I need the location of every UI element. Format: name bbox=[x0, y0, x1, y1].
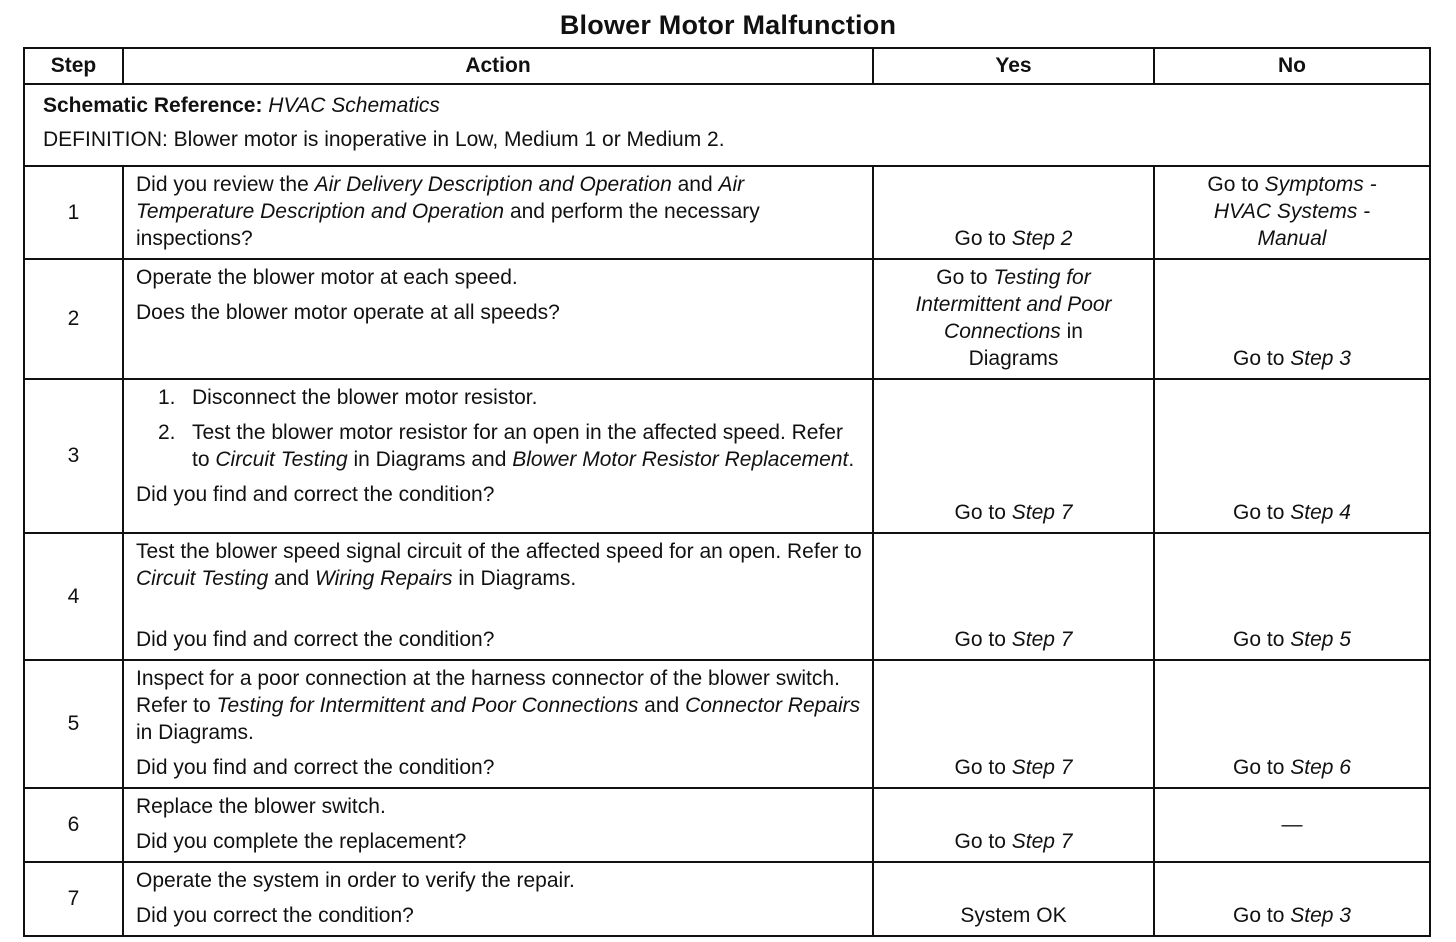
action-question: Did you find and correct the condition? bbox=[136, 628, 495, 651]
table-row bbox=[24, 660, 1430, 788]
no-text: Go to bbox=[1207, 173, 1265, 196]
doc-link[interactable]: Connector Repairs bbox=[685, 694, 861, 717]
header-step: Step bbox=[24, 48, 123, 84]
action-cell bbox=[123, 166, 873, 259]
action-text: and bbox=[638, 694, 686, 717]
step-number: 6 bbox=[24, 788, 123, 862]
action-text: Did you review the bbox=[136, 173, 315, 196]
no-link[interactable]: Step 6 bbox=[1290, 756, 1351, 779]
yes-link[interactable]: Step 7 bbox=[1011, 756, 1073, 779]
header-yes: Yes bbox=[873, 48, 1154, 84]
schematic-reference-link[interactable]: HVAC Schematics bbox=[268, 94, 440, 117]
no-dash: — bbox=[1281, 812, 1303, 836]
step-number: 5 bbox=[24, 660, 123, 788]
action-text: Replace the blower switch. bbox=[136, 795, 386, 818]
yes-text: Go to bbox=[954, 501, 1012, 524]
list-text: Disconnect the blower motor resistor. bbox=[192, 386, 538, 409]
reference-row bbox=[24, 84, 1430, 166]
doc-link[interactable]: Testing for Intermittent and Poor Connections bbox=[216, 694, 639, 717]
action-cell bbox=[123, 533, 873, 660]
table-row bbox=[24, 379, 1430, 533]
yes-cell bbox=[873, 166, 1154, 259]
list-number: 2. bbox=[158, 421, 176, 444]
action-text: Inspect for a poor connection at the harness connector of the blower switch. Refer to bbox=[136, 667, 840, 717]
action-cell bbox=[123, 660, 873, 788]
yes-text: Go to bbox=[954, 830, 1012, 853]
action-text: in Diagrams. bbox=[136, 721, 254, 744]
step-number: 1 bbox=[24, 166, 123, 259]
doc-link[interactable]: Blower Motor Resistor Replacement bbox=[512, 448, 849, 471]
definition-text: DEFINITION: Blower motor is inoperative in Low, Medium 1 or Medium 2. bbox=[43, 128, 725, 151]
no-link[interactable]: Step 4 bbox=[1290, 501, 1351, 524]
action-cell bbox=[123, 788, 873, 862]
list-item bbox=[136, 384, 862, 411]
action-question: Did you complete the replacement? bbox=[136, 830, 467, 853]
no-cell bbox=[1154, 788, 1430, 862]
yes-cell bbox=[873, 533, 1154, 660]
doc-link[interactable]: Air Delivery Description and Operation bbox=[314, 173, 672, 196]
action-question: Did you find and correct the condition? bbox=[136, 483, 495, 506]
no-text: Go to bbox=[1233, 628, 1291, 651]
step-number: 2 bbox=[24, 259, 123, 379]
list-text: in Diagrams and bbox=[347, 448, 513, 471]
action-text: in Diagrams. bbox=[452, 567, 577, 590]
list-item bbox=[136, 419, 862, 473]
yes-link[interactable]: Step 7 bbox=[1011, 628, 1073, 651]
action-question: Does the blower motor operate at all speeds? bbox=[136, 301, 560, 324]
no-link[interactable]: Symptoms - HVAC Systems - Manual bbox=[1213, 173, 1377, 250]
no-cell bbox=[1154, 533, 1430, 660]
no-text: Go to bbox=[1233, 347, 1291, 370]
action-text: Test the blower speed signal circuit of the affected speed for an open. Refer to bbox=[136, 540, 862, 563]
action-cell bbox=[123, 862, 873, 936]
no-link[interactable]: Step 5 bbox=[1290, 628, 1351, 651]
table-row bbox=[24, 533, 1430, 660]
action-cell bbox=[123, 259, 873, 379]
yes-link[interactable]: Step 7 bbox=[1011, 830, 1073, 853]
list-number: 1. bbox=[158, 386, 176, 409]
yes-text: Go to bbox=[954, 628, 1012, 651]
yes-link[interactable]: Step 7 bbox=[1011, 501, 1073, 524]
yes-cell bbox=[873, 862, 1154, 936]
yes-link[interactable]: Testing for Intermittent and Poor Connections bbox=[915, 266, 1112, 343]
yes-text: Go to bbox=[954, 756, 1012, 779]
header-action: Action bbox=[123, 48, 873, 84]
action-question: Did you correct the condition? bbox=[136, 904, 414, 927]
header-row bbox=[24, 48, 1430, 84]
no-link[interactable]: Step 3 bbox=[1290, 347, 1351, 370]
header-no: No bbox=[1154, 48, 1430, 84]
step-number: 7 bbox=[24, 862, 123, 936]
table-row bbox=[24, 166, 1430, 259]
no-cell bbox=[1154, 259, 1430, 379]
doc-link[interactable]: Circuit Testing bbox=[136, 567, 269, 590]
yes-cell bbox=[873, 259, 1154, 379]
action-text: Operate the system in order to verify the repair. bbox=[136, 869, 575, 892]
step-number: 3 bbox=[24, 379, 123, 533]
schematic-reference-label: Schematic Reference: bbox=[43, 94, 263, 117]
yes-text: Go to bbox=[936, 266, 994, 289]
action-text: and bbox=[671, 173, 719, 196]
list-text: . bbox=[848, 448, 855, 471]
doc-link[interactable]: Wiring Repairs bbox=[315, 567, 453, 590]
yes-cell bbox=[873, 788, 1154, 862]
yes-cell bbox=[873, 660, 1154, 788]
list-text: Test the blower motor resistor for an open in the affected speed. Refer to bbox=[192, 421, 843, 471]
action-text: Operate the blower motor at each speed. bbox=[136, 266, 518, 289]
yes-text: System OK bbox=[960, 904, 1067, 927]
table-row bbox=[24, 788, 1430, 862]
no-text: Go to bbox=[1233, 501, 1291, 524]
action-text: and perform the necessary inspections? bbox=[136, 200, 760, 250]
numbered-list bbox=[136, 384, 862, 473]
doc-link[interactable]: Air Temperature Description and Operation bbox=[136, 173, 745, 223]
no-cell bbox=[1154, 379, 1430, 533]
reference-cell bbox=[24, 84, 1430, 166]
no-text: Go to bbox=[1233, 756, 1291, 779]
page-title: Blower Motor Malfunction bbox=[559, 10, 897, 40]
no-text: Go to bbox=[1233, 904, 1291, 927]
no-cell bbox=[1154, 660, 1430, 788]
table-row bbox=[24, 259, 1430, 379]
yes-link[interactable]: Step 2 bbox=[1011, 227, 1073, 250]
no-cell bbox=[1154, 862, 1430, 936]
table-row bbox=[24, 862, 1430, 936]
yes-text: Go to bbox=[954, 227, 1012, 250]
action-cell bbox=[123, 379, 873, 533]
diagnostic-table bbox=[23, 47, 1431, 937]
no-cell bbox=[1154, 166, 1430, 259]
action-question: Did you find and correct the condition? bbox=[136, 756, 495, 779]
yes-text: in Diagrams bbox=[968, 320, 1083, 370]
doc-link[interactable]: Circuit Testing bbox=[215, 448, 348, 471]
step-number: 4 bbox=[24, 533, 123, 660]
yes-cell bbox=[873, 379, 1154, 533]
action-text: and bbox=[268, 567, 315, 590]
no-link[interactable]: Step 3 bbox=[1290, 904, 1351, 927]
